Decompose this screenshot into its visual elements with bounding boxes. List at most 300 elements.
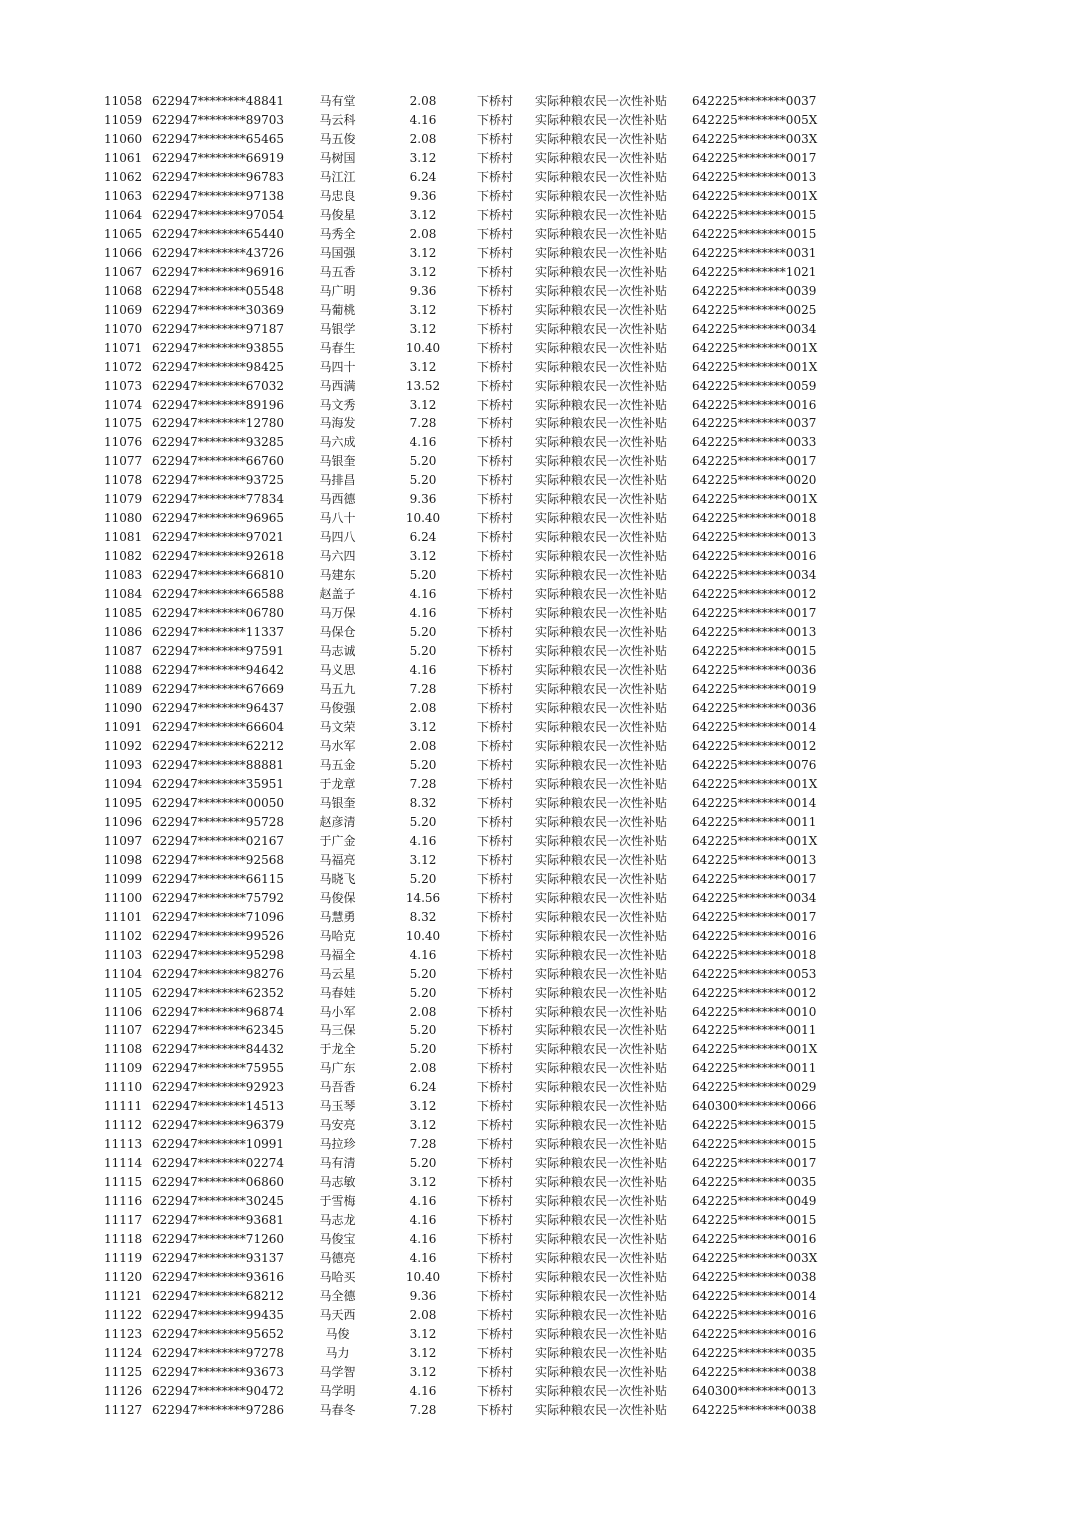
name-cell: 马银奎 xyxy=(319,795,356,810)
bank-account-cell: 622947********97054 xyxy=(152,207,284,222)
bank-account-cell: 622947********66588 xyxy=(152,587,284,602)
row-number: 11074 xyxy=(104,397,143,412)
bank-account-cell: 622947********48841 xyxy=(152,94,284,108)
name-cell: 马福亮 xyxy=(319,852,356,867)
village-cell: 下桥村 xyxy=(477,757,514,772)
village-cell: 下桥村 xyxy=(477,1042,514,1057)
id-number-cell: 642225********0014 xyxy=(692,719,817,734)
village-cell: 下桥村 xyxy=(477,1308,514,1322)
amount-cell: 2.08 xyxy=(409,94,437,108)
id-number-cell: 642225********0029 xyxy=(692,1080,817,1095)
subsidy-type-cell: 实际种粮农民一次性补贴 xyxy=(535,302,668,317)
name-cell: 马拉珍 xyxy=(319,1137,356,1152)
id-number-cell: 642225********0015 xyxy=(692,644,817,659)
bank-account-cell: 622947********97187 xyxy=(152,321,284,336)
subsidy-type-cell: 实际种粮农民一次性补贴 xyxy=(535,587,668,602)
id-number-cell: 642225********0035 xyxy=(692,1345,817,1360)
row-number: 11062 xyxy=(104,169,143,184)
bank-account-cell: 622947********96437 xyxy=(152,701,284,715)
row-number: 11086 xyxy=(104,625,143,640)
name-cell: 马银奎 xyxy=(319,454,356,469)
bank-account-cell: 622947********62352 xyxy=(152,985,284,1000)
bank-account-cell: 622947********95298 xyxy=(152,947,284,962)
table-row xyxy=(0,566,1074,585)
name-cell: 马葡桃 xyxy=(319,302,356,317)
id-number-cell: 642225********001X xyxy=(692,340,818,355)
bank-account-cell: 622947********30245 xyxy=(152,1194,284,1209)
id-number-cell: 642225********0035 xyxy=(692,1175,817,1190)
bank-account-cell: 622947********93137 xyxy=(152,1251,284,1266)
name-cell: 马西满 xyxy=(319,378,356,393)
subsidy-type-cell: 实际种粮农民一次性补贴 xyxy=(535,663,668,678)
bank-account-cell: 622947********93725 xyxy=(152,473,284,488)
bank-account-cell: 622947********77834 xyxy=(152,492,284,507)
id-number-cell: 642225********0019 xyxy=(692,682,817,697)
subsidy-type-cell: 实际种粮农民一次性补贴 xyxy=(535,1004,668,1019)
row-number: 11058 xyxy=(104,94,143,108)
row-number: 11076 xyxy=(104,435,143,450)
row-number: 11085 xyxy=(104,606,143,621)
subsidy-type-cell: 实际种粮农民一次性补贴 xyxy=(535,1042,668,1057)
amount-cell: 5.20 xyxy=(409,568,437,583)
id-number-cell: 642225********0037 xyxy=(692,416,817,431)
bank-account-cell: 622947********95652 xyxy=(152,1326,284,1341)
subsidy-type-cell: 实际种粮农民一次性补贴 xyxy=(535,1251,668,1266)
amount-cell: 2.08 xyxy=(409,1004,437,1019)
bank-account-cell: 622947********94642 xyxy=(152,663,284,678)
row-number: 11092 xyxy=(104,738,143,753)
amount-cell: 5.20 xyxy=(409,625,437,640)
amount-cell: 3.12 xyxy=(409,1364,437,1379)
row-number: 11108 xyxy=(104,1042,143,1057)
bank-account-cell: 622947********96783 xyxy=(152,169,284,184)
bank-account-cell: 622947********97286 xyxy=(152,1402,284,1417)
table-row xyxy=(0,244,1074,263)
table-row xyxy=(0,1344,1074,1363)
row-number: 11115 xyxy=(104,1175,143,1190)
amount-cell: 5.20 xyxy=(409,473,437,488)
row-number: 11077 xyxy=(104,454,143,469)
village-cell: 下桥村 xyxy=(477,131,514,146)
row-number: 11067 xyxy=(104,264,143,279)
name-cell: 马保仓 xyxy=(319,625,356,640)
row-number: 11069 xyxy=(104,302,143,317)
name-cell: 马秀全 xyxy=(319,226,356,241)
row-number: 11083 xyxy=(104,568,143,583)
row-number: 11079 xyxy=(104,492,143,507)
village-cell: 下桥村 xyxy=(477,1023,514,1038)
amount-cell: 5.20 xyxy=(409,757,437,772)
village-cell: 下桥村 xyxy=(477,378,514,393)
subsidy-type-cell: 实际种粮农民一次性补贴 xyxy=(535,359,668,374)
name-cell: 马三保 xyxy=(319,1023,356,1038)
name-cell: 马俊 xyxy=(325,1326,350,1341)
amount-cell: 5.20 xyxy=(409,1042,437,1057)
subsidy-type-cell: 实际种粮农民一次性补贴 xyxy=(535,1061,668,1076)
subsidy-type-cell: 实际种粮农民一次性补贴 xyxy=(535,112,668,127)
bank-account-cell: 622947********97278 xyxy=(152,1345,284,1360)
village-cell: 下桥村 xyxy=(477,1080,514,1095)
table-row xyxy=(0,775,1074,794)
name-cell: 马俊强 xyxy=(319,701,356,715)
bank-account-cell: 622947********65440 xyxy=(152,226,284,241)
id-number-cell: 642225********0013 xyxy=(692,169,817,184)
name-cell: 马志敏 xyxy=(319,1175,356,1190)
name-cell: 马志龙 xyxy=(319,1213,356,1228)
subsidy-type-cell: 实际种粮农民一次性补贴 xyxy=(535,1383,668,1398)
table-row xyxy=(0,263,1074,282)
village-cell: 下桥村 xyxy=(477,1402,514,1417)
row-number: 11065 xyxy=(104,226,143,241)
table-row xyxy=(0,471,1074,490)
subsidy-type-cell: 实际种粮农民一次性补贴 xyxy=(535,1080,668,1095)
name-cell: 马广明 xyxy=(319,283,356,298)
subsidy-type-cell: 实际种粮农民一次性补贴 xyxy=(535,1194,668,1209)
row-number: 11091 xyxy=(104,719,143,734)
subsidy-type-cell: 实际种粮农民一次性补贴 xyxy=(535,226,668,241)
subsidy-type-cell: 实际种粮农民一次性补贴 xyxy=(535,1213,668,1228)
village-cell: 下桥村 xyxy=(477,928,514,943)
village-cell: 下桥村 xyxy=(477,776,514,791)
subsidy-type-cell: 实际种粮农民一次性补贴 xyxy=(535,321,668,336)
id-number-cell: 642225********0015 xyxy=(692,207,817,222)
amount-cell: 3.12 xyxy=(409,207,437,222)
id-number-cell: 642225********0016 xyxy=(692,928,817,943)
amount-cell: 3.12 xyxy=(409,1118,437,1133)
table-row xyxy=(0,187,1074,206)
amount-cell: 10.40 xyxy=(405,928,441,943)
table-row xyxy=(0,1382,1074,1401)
table-row xyxy=(0,358,1074,377)
table-row xyxy=(0,1363,1074,1382)
subsidy-type-cell: 实际种粮农民一次性补贴 xyxy=(535,1137,668,1152)
amount-cell: 7.28 xyxy=(409,416,437,431)
amount-cell: 5.20 xyxy=(409,644,437,659)
village-cell: 下桥村 xyxy=(477,833,514,848)
village-cell: 下桥村 xyxy=(477,94,514,108)
subsidy-type-cell: 实际种粮农民一次性补贴 xyxy=(535,625,668,640)
bank-account-cell: 622947********90472 xyxy=(152,1383,284,1398)
name-cell: 马吾香 xyxy=(319,1080,356,1095)
name-cell: 马有清 xyxy=(319,1156,356,1171)
bank-account-cell: 622947********75955 xyxy=(152,1061,284,1076)
subsidy-type-cell: 实际种粮农民一次性补贴 xyxy=(535,814,668,829)
bank-account-cell: 622947********71260 xyxy=(152,1232,284,1247)
id-number-cell: 642225********0011 xyxy=(692,814,817,829)
table-row xyxy=(0,965,1074,984)
row-number: 11110 xyxy=(104,1080,143,1095)
amount-cell: 7.28 xyxy=(409,1402,437,1417)
table-row xyxy=(0,984,1074,1003)
row-number: 11090 xyxy=(104,701,143,715)
subsidy-type-cell: 实际种粮农民一次性补贴 xyxy=(535,511,668,526)
row-number: 11105 xyxy=(104,985,143,1000)
name-cell: 马树国 xyxy=(319,150,356,165)
subsidy-type-cell: 实际种粮农民一次性补贴 xyxy=(535,283,668,298)
row-number: 11117 xyxy=(104,1213,143,1228)
village-cell: 下桥村 xyxy=(477,169,514,184)
village-cell: 下桥村 xyxy=(477,1194,514,1209)
amount-cell: 4.16 xyxy=(409,112,437,127)
amount-cell: 3.12 xyxy=(409,1099,437,1114)
id-number-cell: 642225********001X xyxy=(692,833,818,848)
id-number-cell: 642225********0039 xyxy=(692,283,817,298)
id-number-cell: 642225********0011 xyxy=(692,1061,817,1076)
subsidy-type-cell: 实际种粮农民一次性补贴 xyxy=(535,549,668,564)
village-cell: 下桥村 xyxy=(477,890,514,905)
row-number: 11101 xyxy=(104,909,143,924)
village-cell: 下桥村 xyxy=(477,549,514,564)
name-cell: 马春冬 xyxy=(319,1402,356,1417)
row-number: 11107 xyxy=(104,1023,143,1038)
subsidy-type-cell: 实际种粮农民一次性补贴 xyxy=(535,207,668,222)
id-number-cell: 642225********0017 xyxy=(692,454,817,469)
row-number: 11082 xyxy=(104,549,143,564)
row-number: 11089 xyxy=(104,682,143,697)
table-row xyxy=(0,1116,1074,1135)
row-number: 11070 xyxy=(104,321,143,336)
bank-account-cell: 622947********98425 xyxy=(152,359,284,374)
id-number-cell: 642225********0015 xyxy=(692,1118,817,1133)
name-cell: 赵彦清 xyxy=(319,814,356,829)
village-cell: 下桥村 xyxy=(477,226,514,241)
bank-account-cell: 622947********62345 xyxy=(152,1023,284,1038)
table-row xyxy=(0,1173,1074,1192)
bank-account-cell: 622947********97138 xyxy=(152,188,284,203)
row-number: 11093 xyxy=(104,757,143,772)
row-number: 11059 xyxy=(104,112,143,127)
table-row xyxy=(0,206,1074,225)
table-row xyxy=(0,301,1074,320)
id-number-cell: 642225********0038 xyxy=(692,1270,817,1285)
subsidy-type-cell: 实际种粮农民一次性补贴 xyxy=(535,1023,668,1038)
table-row xyxy=(0,889,1074,908)
name-cell: 马五九 xyxy=(319,682,356,697)
subsidy-type-cell: 实际种粮农民一次性补贴 xyxy=(535,131,668,146)
id-number-cell: 642225********0016 xyxy=(692,397,817,412)
table-row xyxy=(0,433,1074,452)
id-number-cell: 642225********0031 xyxy=(692,245,817,260)
name-cell: 马德亮 xyxy=(319,1251,356,1266)
village-cell: 下桥村 xyxy=(477,1345,514,1360)
subsidy-type-cell: 实际种粮农民一次性补贴 xyxy=(535,776,668,791)
subsidy-type-cell: 实际种粮农民一次性补贴 xyxy=(535,947,668,962)
name-cell: 赵盖子 xyxy=(319,587,356,602)
amount-cell: 6.24 xyxy=(409,169,437,184)
name-cell: 马西德 xyxy=(319,492,356,507)
name-cell: 马俊宝 xyxy=(319,1232,356,1247)
name-cell: 马建东 xyxy=(319,568,356,583)
village-cell: 下桥村 xyxy=(477,1213,514,1228)
village-cell: 下桥村 xyxy=(477,1004,514,1019)
name-cell: 马学智 xyxy=(319,1364,356,1379)
subsidy-type-cell: 实际种粮农民一次性补贴 xyxy=(535,890,668,905)
table-row xyxy=(0,1021,1074,1040)
village-cell: 下桥村 xyxy=(477,473,514,488)
village-cell: 下桥村 xyxy=(477,511,514,526)
bank-account-cell: 622947********93855 xyxy=(152,340,284,355)
id-number-cell: 642225********0017 xyxy=(692,606,817,621)
village-cell: 下桥村 xyxy=(477,587,514,602)
name-cell: 马云星 xyxy=(319,966,356,981)
id-number-cell: 642225********0018 xyxy=(692,947,817,962)
row-number: 11113 xyxy=(104,1137,143,1152)
amount-cell: 5.20 xyxy=(409,814,437,829)
id-number-cell: 642225********0014 xyxy=(692,795,817,810)
village-cell: 下桥村 xyxy=(477,1061,514,1076)
table-row xyxy=(0,946,1074,965)
id-number-cell: 642225********0016 xyxy=(692,1326,817,1341)
name-cell: 马忠良 xyxy=(319,188,356,203)
name-cell: 马五金 xyxy=(319,757,356,772)
table-row xyxy=(0,1230,1074,1249)
name-cell: 马全德 xyxy=(319,1289,356,1304)
name-cell: 马八十 xyxy=(319,511,356,526)
name-cell: 马学明 xyxy=(319,1383,356,1398)
amount-cell: 9.36 xyxy=(409,492,437,507)
amount-cell: 10.40 xyxy=(405,1270,441,1285)
id-number-cell: 642225********0020 xyxy=(692,473,817,488)
table-row xyxy=(0,756,1074,775)
bank-account-cell: 622947********00050 xyxy=(152,795,284,810)
subsidy-type-cell: 实际种粮农民一次性补贴 xyxy=(535,871,668,886)
village-cell: 下桥村 xyxy=(477,112,514,127)
amount-cell: 3.12 xyxy=(409,245,437,260)
subsidy-type-cell: 实际种粮农民一次性补贴 xyxy=(535,1270,668,1285)
subsidy-type-cell: 实际种粮农民一次性补贴 xyxy=(535,397,668,412)
id-number-cell: 642225********0016 xyxy=(692,549,817,564)
amount-cell: 3.12 xyxy=(409,302,437,317)
village-cell: 下桥村 xyxy=(477,1364,514,1379)
name-cell: 马六四 xyxy=(319,549,356,564)
name-cell: 马广东 xyxy=(319,1061,356,1076)
table-row xyxy=(0,168,1074,187)
name-cell: 马有堂 xyxy=(319,94,356,108)
name-cell: 于雪梅 xyxy=(319,1194,356,1209)
id-number-cell: 642225********0014 xyxy=(692,1289,817,1304)
table-row xyxy=(0,623,1074,642)
row-number: 11112 xyxy=(104,1118,143,1133)
table-row xyxy=(0,813,1074,832)
bank-account-cell: 622947********96916 xyxy=(152,264,284,279)
village-cell: 下桥村 xyxy=(477,1232,514,1247)
village-cell: 下桥村 xyxy=(477,985,514,1000)
table-row xyxy=(0,1287,1074,1306)
village-cell: 下桥村 xyxy=(477,416,514,431)
name-cell: 马江江 xyxy=(319,169,356,184)
id-number-cell: 642225********0015 xyxy=(692,226,817,241)
bank-account-cell: 622947********66760 xyxy=(152,454,284,469)
amount-cell: 4.16 xyxy=(409,606,437,621)
table-row xyxy=(0,396,1074,415)
amount-cell: 2.08 xyxy=(409,738,437,753)
amount-cell: 8.32 xyxy=(409,909,437,924)
id-number-cell: 642225********0013 xyxy=(692,625,817,640)
village-cell: 下桥村 xyxy=(477,302,514,317)
row-number: 11122 xyxy=(104,1308,143,1322)
table-row xyxy=(0,339,1074,358)
amount-cell: 8.32 xyxy=(409,795,437,810)
bank-account-cell: 622947********66919 xyxy=(152,150,284,165)
id-number-cell: 642225********0012 xyxy=(692,985,817,1000)
village-cell: 下桥村 xyxy=(477,682,514,697)
village-cell: 下桥村 xyxy=(477,625,514,640)
amount-cell: 6.24 xyxy=(409,1080,437,1095)
id-number-cell: 642225********003X xyxy=(692,1251,818,1266)
row-number: 11068 xyxy=(104,283,143,298)
bank-account-cell: 622947********96874 xyxy=(152,1004,284,1019)
row-number: 11095 xyxy=(104,795,143,810)
name-cell: 马六成 xyxy=(319,435,356,450)
id-number-cell: 642225********0059 xyxy=(692,378,817,393)
village-cell: 下桥村 xyxy=(477,1099,514,1114)
id-number-cell: 642225********0017 xyxy=(692,871,817,886)
subsidy-type-cell: 实际种粮农民一次性补贴 xyxy=(535,454,668,469)
id-number-cell: 642225********0010 xyxy=(692,1004,817,1019)
bank-account-cell: 622947********93616 xyxy=(152,1270,284,1285)
subsidy-type-cell: 实际种粮农民一次性补贴 xyxy=(535,682,668,697)
subsidy-type-cell: 实际种粮农民一次性补贴 xyxy=(535,1118,668,1133)
table-row xyxy=(0,377,1074,396)
subsidy-type-cell: 实际种粮农民一次性补贴 xyxy=(535,909,668,924)
row-number: 11100 xyxy=(104,890,143,905)
bank-account-cell: 622947********75792 xyxy=(152,890,284,905)
amount-cell: 4.16 xyxy=(409,833,437,848)
name-cell: 马福全 xyxy=(319,947,356,962)
village-cell: 下桥村 xyxy=(477,359,514,374)
amount-cell: 5.20 xyxy=(409,1156,437,1171)
id-number-cell: 642225********001X xyxy=(692,188,818,203)
table-row xyxy=(0,111,1074,130)
id-number-cell: 642225********0034 xyxy=(692,890,817,905)
table-row xyxy=(0,509,1074,528)
table-row xyxy=(0,908,1074,927)
table-row xyxy=(0,282,1074,301)
table-row xyxy=(0,1249,1074,1268)
subsidy-type-cell: 实际种粮农民一次性补贴 xyxy=(535,1175,668,1190)
name-cell: 马银学 xyxy=(319,321,356,336)
village-cell: 下桥村 xyxy=(477,852,514,867)
table-row xyxy=(0,642,1074,661)
id-number-cell: 642225********0037 xyxy=(692,94,817,108)
amount-cell: 2.08 xyxy=(409,226,437,241)
amount-cell: 4.16 xyxy=(409,587,437,602)
amount-cell: 9.36 xyxy=(409,283,437,298)
amount-cell: 3.12 xyxy=(409,1345,437,1360)
id-number-cell: 642225********0036 xyxy=(692,701,817,715)
amount-cell: 5.20 xyxy=(409,1023,437,1038)
bank-account-cell: 622947********65465 xyxy=(152,131,284,146)
id-number-cell: 642225********0076 xyxy=(692,757,817,772)
bank-account-cell: 622947********43726 xyxy=(152,245,284,260)
bank-account-cell: 622947********96965 xyxy=(152,511,284,526)
id-number-cell: 642225********0018 xyxy=(692,511,817,526)
table-row xyxy=(0,320,1074,339)
name-cell: 马力 xyxy=(325,1345,350,1360)
table-row xyxy=(0,604,1074,623)
row-number: 11071 xyxy=(104,340,143,355)
table-row xyxy=(0,661,1074,680)
name-cell: 马五俊 xyxy=(319,131,356,146)
bank-account-cell: 622947********97591 xyxy=(152,644,284,659)
row-number: 11116 xyxy=(104,1194,143,1209)
amount-cell: 5.20 xyxy=(409,454,437,469)
subsidy-type-cell: 实际种粮农民一次性补贴 xyxy=(535,94,668,108)
name-cell: 马四八 xyxy=(319,530,356,545)
row-number: 11060 xyxy=(104,131,143,146)
bank-account-cell: 622947********06860 xyxy=(152,1175,284,1190)
id-number-cell: 640300********0066 xyxy=(692,1099,817,1114)
